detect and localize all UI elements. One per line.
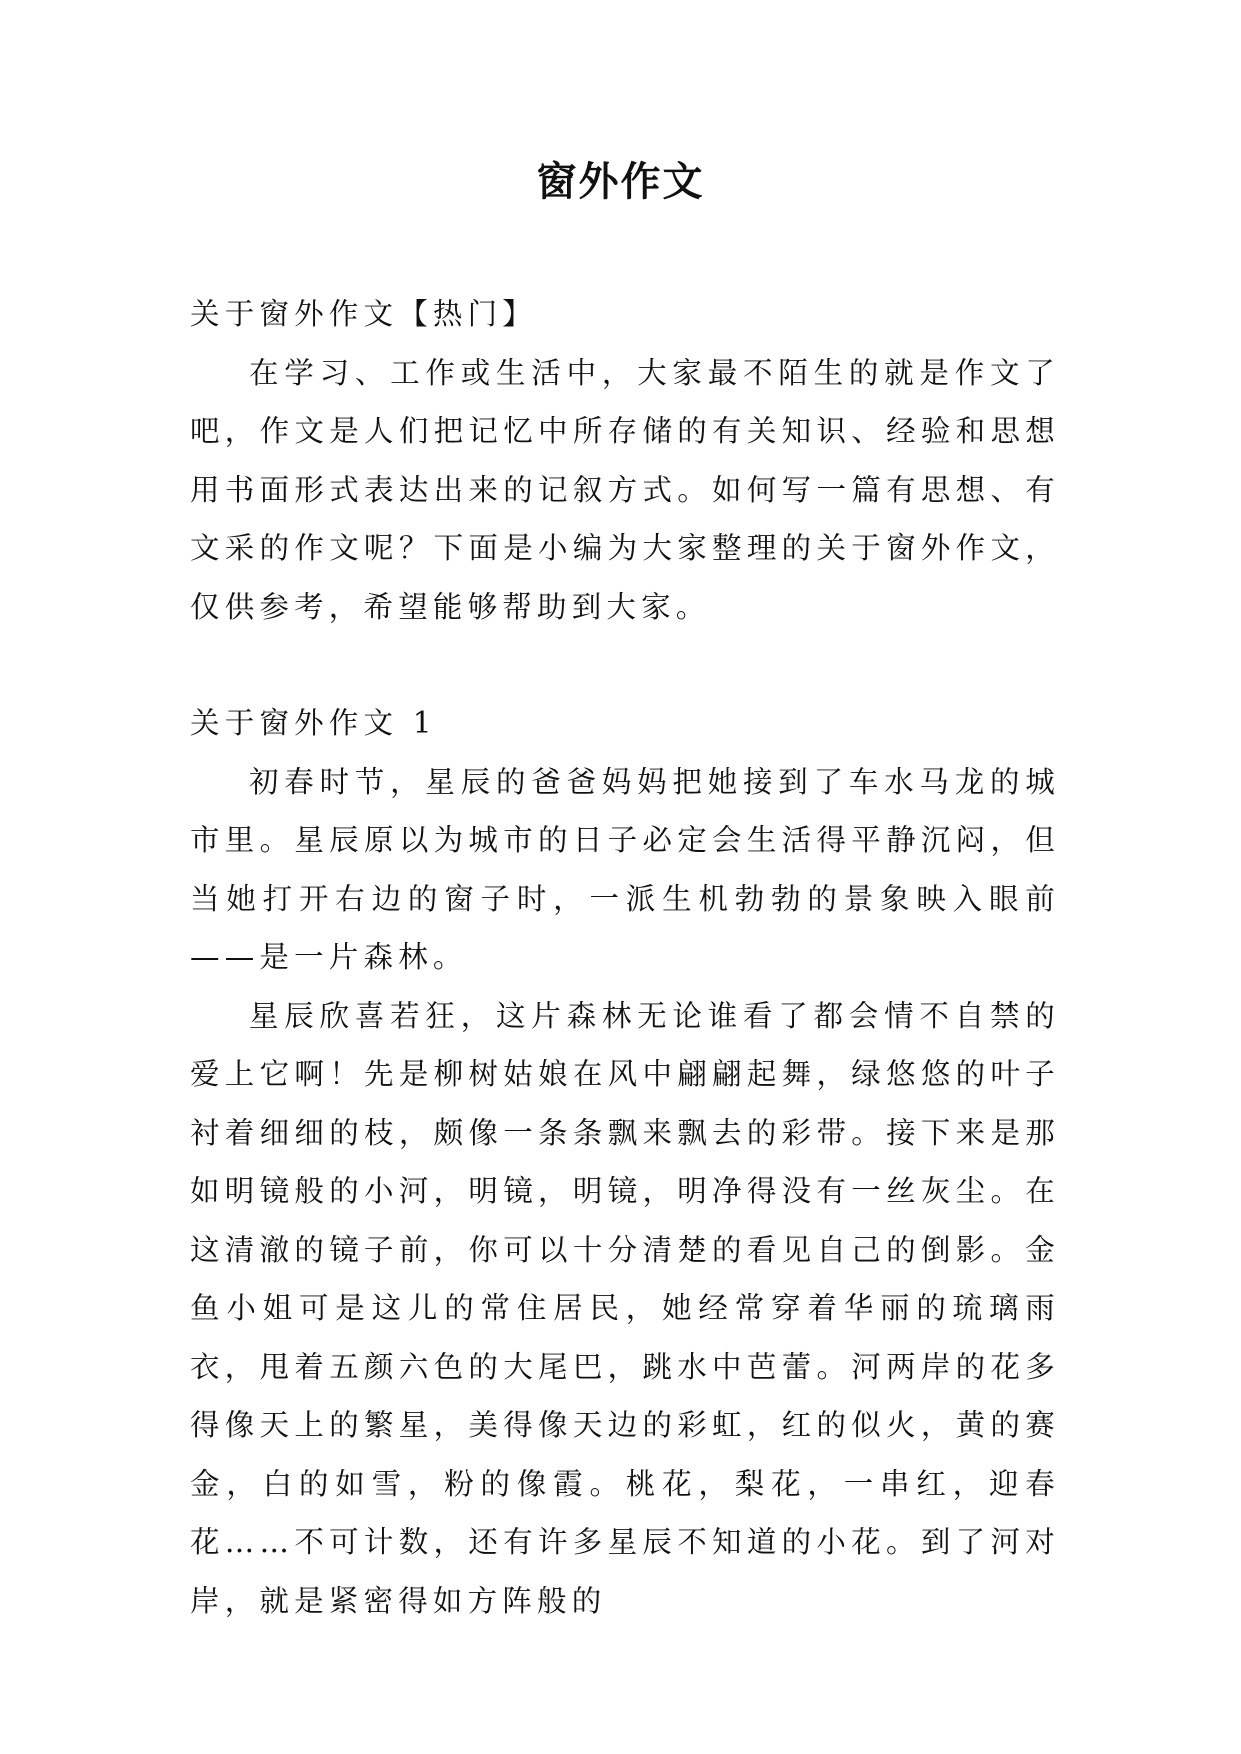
section-paragraph: 星辰欣喜若狂，这片森林无论谁看了都会情不自禁的爱上它啊！先是柳树姑娘在风中翩翩起舞，绿悠悠的叶子衬着细细的枝，颇像一条条飘来飘去的彩带。接下来是那如明镜般的小河，明镜，明镜，明净得没有一丝灰尘。在这清澈的镜子前，你可以十分清楚的看见自己的倒影。金鱼小姐可是这儿的常住居民，她经常穿着华丽的琉璃雨衣，甩着五颜六色的大尾巴，跳水中芭蕾。河两岸的花多得像天上的繁星，美得像天边的彩虹，红的似火，黄的赛金，白的如雪，粉的像霞。桃花，梨花，一串红，迎春花……不可计数，还有许多星辰不知道的小花。到了河对岸，就是紧密得如方阵般的: [190, 998, 1060, 1618]
intro-paragraph: 在学习、工作或生活中，大家最不陌生的就是作文了吧，作文是人们把记忆中所存储的有关知识、经验和思想用书面形式表达出来的记叙方式。如何写一篇有思想、有文采的作文呢？下面是小编为大家整理的关于窗外作文，仅供参考，希望能够帮助到大家。: [190, 355, 1060, 624]
section-heading: 关于窗外作文 1: [190, 706, 437, 740]
document-body: [190, 285, 1060, 1630]
intro-heading: 关于窗外作文【热门】: [190, 297, 538, 331]
section-paragraph: 初春时节，星辰的爸爸妈妈把她接到了车水马龙的城市里。星辰原以为城市的日子必定会生活得平静沉闷，但当她打开右边的窗子时，一派生机勃勃的景象映入眼前——是一片森林。: [190, 764, 1060, 974]
document-title: 窗外作文: [536, 158, 705, 205]
section-spacer: [190, 636, 1060, 694]
